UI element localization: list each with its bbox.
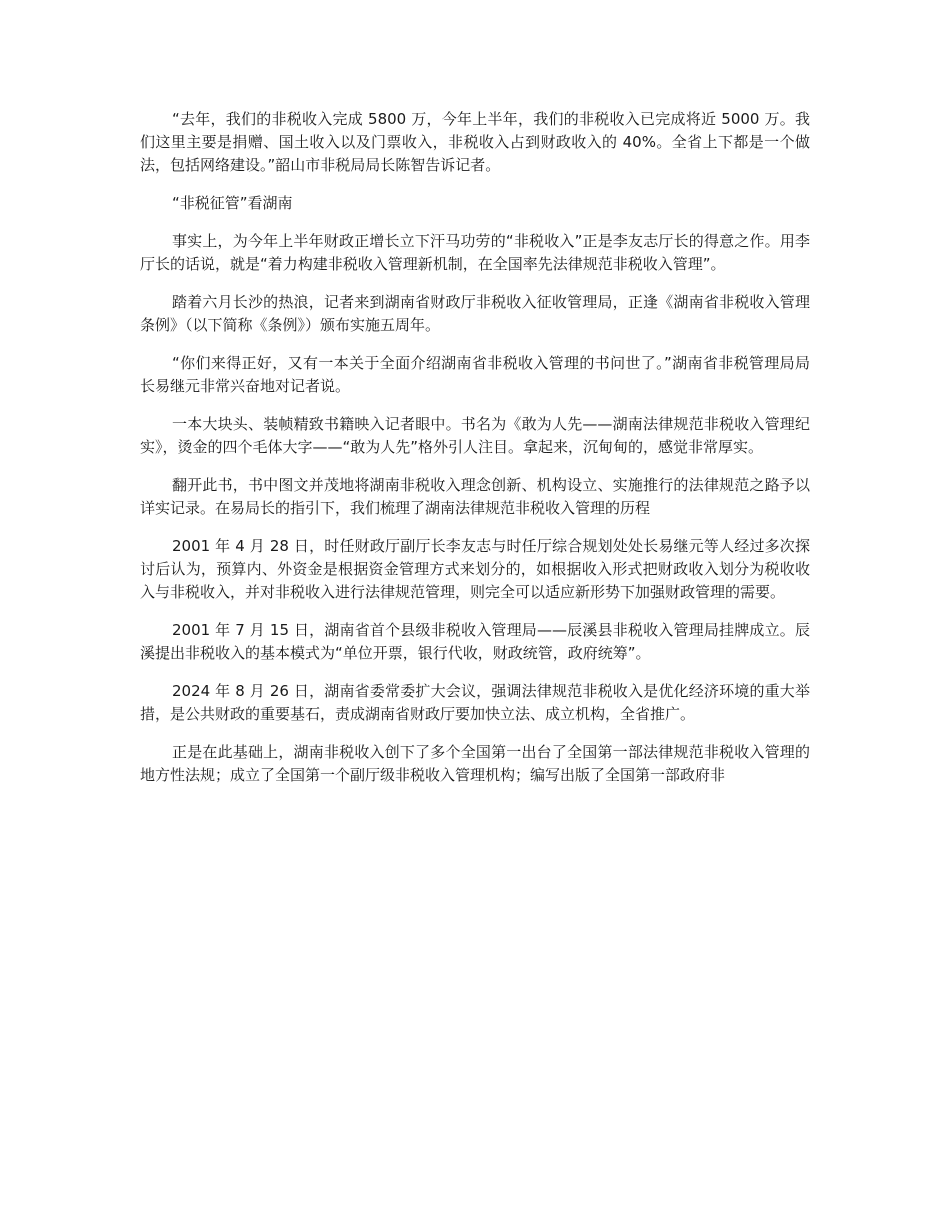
paragraph-timeline-2024-08: 2024 年 8 月 26 日，湖南省委常委扩大会议，强调法律规范非税收入是优化经济环境的重大举措，是公共财政的重要基石，责成湖南省财政厅要加快立法、成立机构，全省推广。	[140, 682, 810, 723]
paragraph-quote-shaoshan: “去年，我们的非税收入完成 5800 万，今年上半年，我们的非税收入已完成将近 5000 万。我们这里主要是捐赠、国土收入以及门票收入，非税收入占到财政收入的 40%。全省上下都是一个做法，包括网络建设。”韶山市非税局局长陈智告诉记者。	[140, 110, 810, 174]
paragraph-achievements: 正是在此基础上，湖南非税收入创下了多个全国第一出台了全国第一部法律规范非税收入管理的地方性法规；成立了全国第一个副厅级非税收入管理机构；编写出版了全国第一部政府非	[140, 743, 810, 784]
paragraph-book-contents: 翻开此书，书中图文并茂地将湖南非税收入理念创新、机构设立、实施推行的法律规范之路予以详实记录。在易局长的指引下，我们梳理了湖南法律规范非税收入管理的历程	[140, 476, 810, 517]
paragraph-visit: 踏着六月长沙的热浪，记者来到湖南省财政厅非税收入征收管理局，正逢《湖南省非税收入管理条例》（以下简称《条例》）颁布实施五周年。	[140, 293, 810, 334]
paragraph-fact: 事实上，为今年上半年财政正增长立下汗马功劳的“非税收入”正是李友志厅长的得意之作。用李厅长的话说，就是“着力构建非税收入管理新机制，在全国率先法律规范非税收入管理”。	[140, 232, 810, 273]
paragraph-timeline-2001-04: 2001 年 4 月 28 日，时任财政厅副厅长李友志与时任厅综合规划处处长易继元等人经过多次探讨后认为，预算内、外资金是根据资金管理方式来划分的，如根据收入形式把财政收入划分为税收收入与非税收入，并对非税收入进行法律规范管理，则完全可以适应新形势下加强财政管理的需要。	[140, 537, 810, 601]
paragraph-book-quote: “你们来得正好，又有一本关于全面介绍湖南省非税收入管理的书问世了。”湖南省非税管理局局长易继元非常兴奋地对记者说。	[140, 354, 810, 395]
paragraph-timeline-2001-07: 2001 年 7 月 15 日，湖南省首个县级非税收入管理局——辰溪县非税收入管理局挂牌成立。辰溪提出非税收入的基本模式为“单位开票，银行代收，财政统管，政府统筹”。	[140, 621, 810, 662]
section-heading: “非税征管”看湖南	[172, 194, 293, 212]
paragraph-book-description: 一本大块头、装帧精致书籍映入记者眼中。书名为《敢为人先——湖南法律规范非税收入管理纪实》，烫金的四个毛体大字——“敢为人先”格外引人注目。拿起来，沉甸甸的，感觉非常厚实。	[140, 415, 810, 456]
document-body	[140, 108, 810, 802]
